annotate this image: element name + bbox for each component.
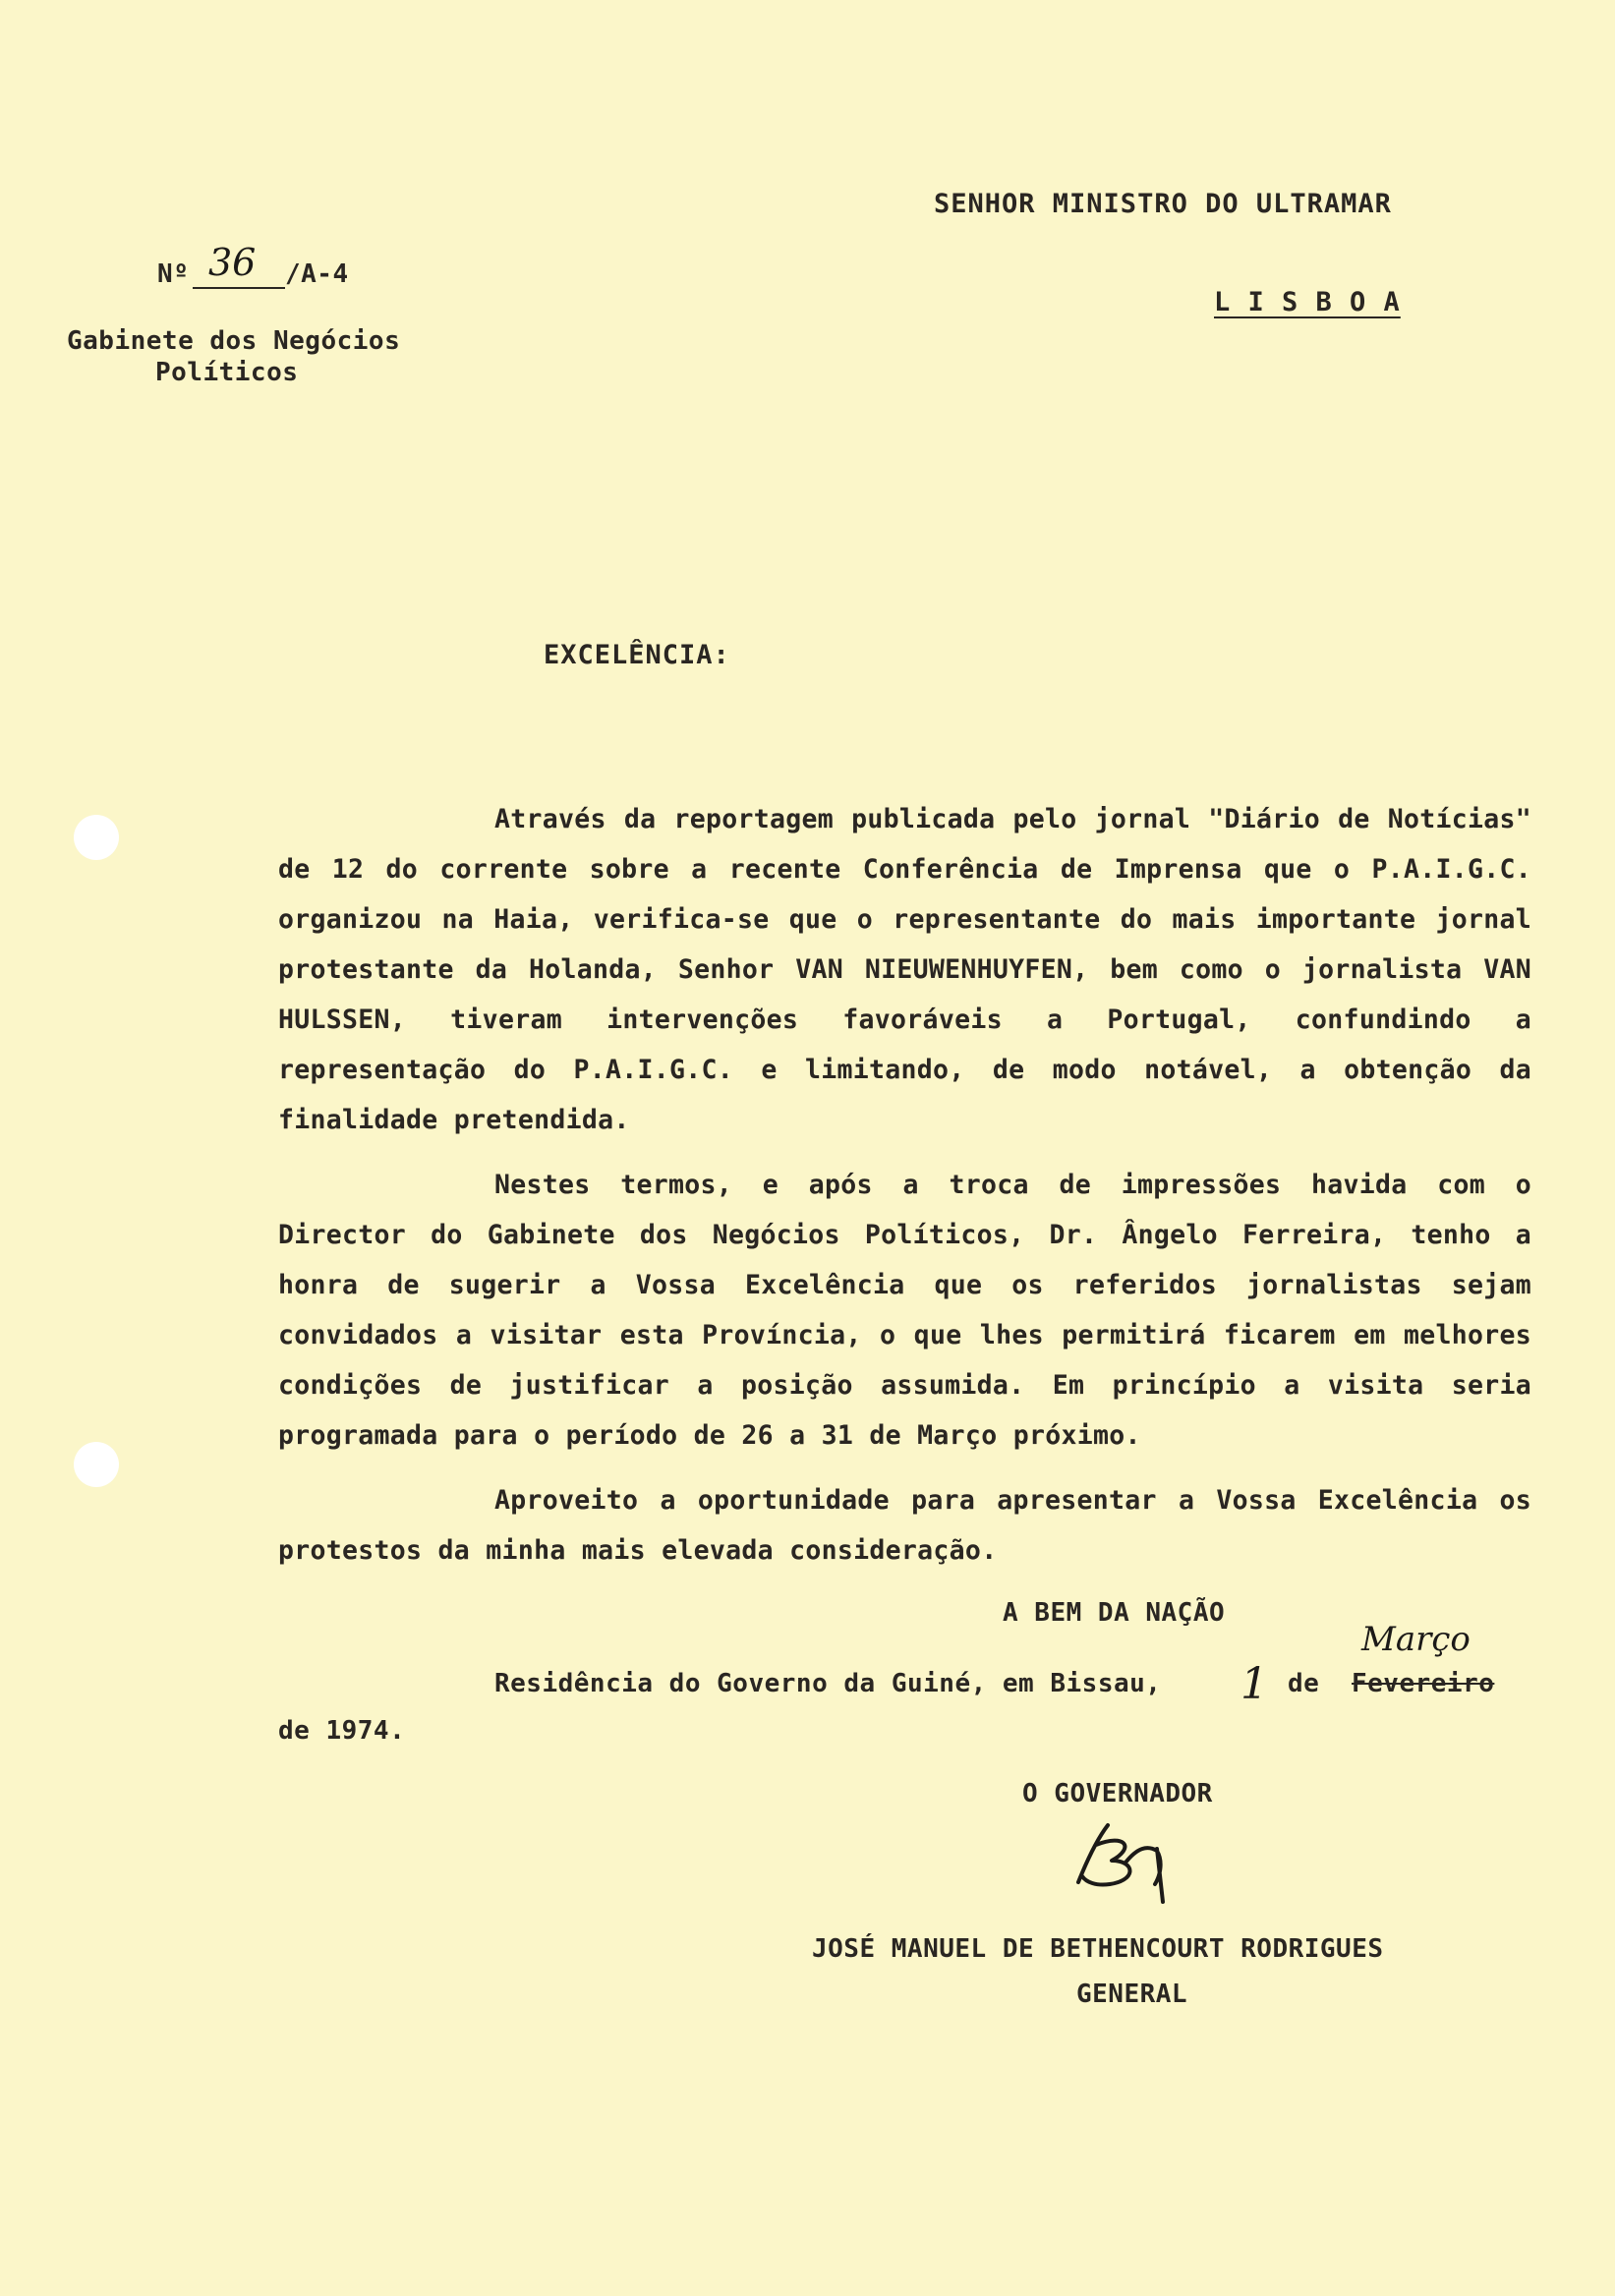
letter-body bbox=[278, 794, 1531, 1590]
paragraph-2: Nestes termos, e após a troca de impressões havida com o Director do Gabinete dos Negócios Políticos, Dr. Ângelo Ferreira, tenho a honra de sugerir a Vossa Excelência que os referidos jornalistas sejam convidados a visitar esta Província, o que lhes permitirá ficarem em melhores condições de justificar a posição assumida. Em princípio a visita seria programada para o período de 26 a 31 de Março próximo. bbox=[278, 1170, 1531, 1451]
signatory-rank: GENERAL bbox=[1076, 1980, 1188, 2009]
office-name: Gabinete dos Negócios bbox=[67, 326, 401, 356]
signatory-title: O GOVERNADOR bbox=[1022, 1779, 1213, 1808]
date-month-handwritten: Março bbox=[1361, 1620, 1471, 1659]
date-month-struck: Fevereiro bbox=[1352, 1669, 1495, 1698]
reference-prefix: Nº bbox=[157, 259, 190, 289]
paragraph-3: Aproveito a oportunidade para apresentar a Vossa Excelência os protestos da minha mais elevada consideração. bbox=[278, 1485, 1531, 1566]
date-place: Residência do Governo da Guiné, em Bissau, bbox=[494, 1669, 1162, 1698]
reference-suffix: /A-4 bbox=[285, 259, 349, 289]
date-day-handwritten: 1 bbox=[1240, 1659, 1268, 1709]
date-de: de bbox=[1288, 1669, 1320, 1698]
date-year: de 1974. bbox=[278, 1716, 406, 1746]
recipient-city: L I S B O A bbox=[1214, 287, 1401, 317]
paragraph-1: Através da reportagem publicada pelo jornal "Diário de Notícias" de 12 do corrente sobre a recente Conferência de Imprensa que o P.A.I.G.C. organizou na Haia, verifica-se que o representante do mais importante jornal protestante da Holanda, Senhor VAN NIEUWENHUYFEN, bem como o jornalista VAN HULSSEN, tiveram intervenções favoráveis a Portugal, confundindo a representação do P.A.I.G.C. e limitando, de modo notável, a obtenção da finalidade pretendida. bbox=[278, 804, 1531, 1135]
reference-number-handwritten: 36 bbox=[208, 241, 257, 284]
motto: A BEM DA NAÇÃO bbox=[1003, 1598, 1226, 1628]
recipient-line: SENHOR MINISTRO DO ULTRAMAR bbox=[934, 189, 1392, 219]
salutation: EXCELÊNCIA: bbox=[544, 640, 730, 670]
signature bbox=[1067, 1804, 1194, 1912]
reference-underline bbox=[193, 287, 285, 289]
signatory-name: JOSÉ MANUEL DE BETHENCOURT RODRIGUES bbox=[812, 1934, 1384, 1964]
punch-hole-top bbox=[74, 815, 119, 860]
office-name-cont: Políticos bbox=[155, 358, 299, 387]
punch-hole-bottom bbox=[74, 1442, 119, 1487]
